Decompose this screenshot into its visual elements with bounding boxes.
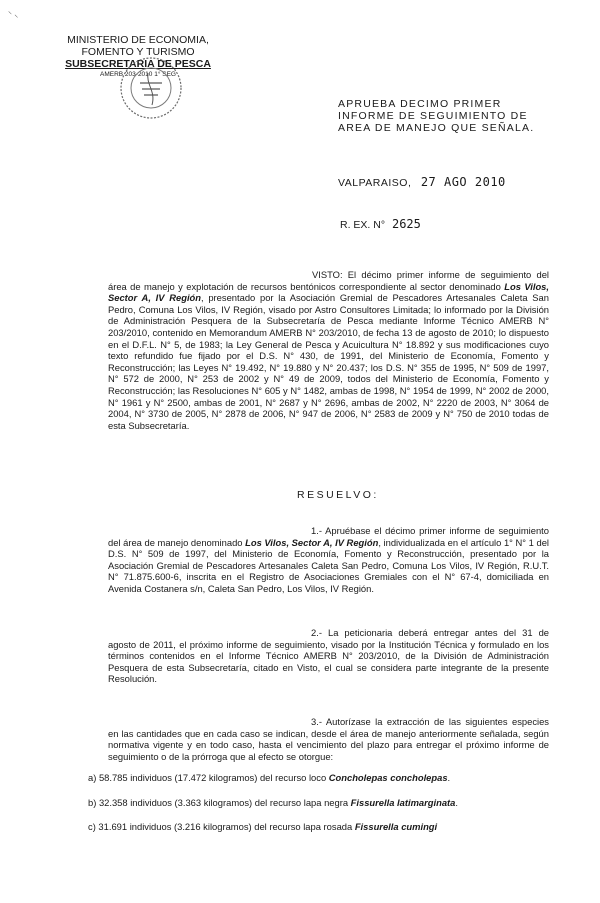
- visto-paragraph: VISTO: El décimo primer informe de seguimiento del área de manejo y explotación de recursos bentónicos correspondiente al sector denominado Los Vilos, Sector A, IV Región, presentado por la Asociación Gremial de Pescadores Artesanales Caleta San Pedro, Comuna Los Vilos, IV Región, visado por Astro Consultores Limitada; lo informado por la División de Administración Pesquera de la Subsecretaría de Pesca mediante Informe Técnico AMERB N° 203/2010, contenido en Memorandum AMERB N° 203/2010, de fecha 13 de agosto de 2010; lo dispuesto en el D.F.L. N° 5, de 1983; la Ley General de Pesca y Acuicultura N° 18.892 y sus modificaciones cuyo texto refundido fue fijado por el D.S. N° 430, de 1991, del Ministerio de Economía, Fomento y Reconstrucción; las Leyes N° 19.492, N° 19.880 y N° 20.437; los D.S. N° 355 de 1995, N° 509 de 1997, N° 572 de 2000, N° 253 de 2002 y N° 49 de 2009, todos del Ministerio de Economía, Fomento y Reconstrucción; las Resoluciones N° 605 y N° 1482, ambas de 1998, N° 1954 de 1999, N° 2002 de 2000, N° 1961 y N° 2500, ambas de 2001, N° 2687 y N° 2696, ambas de 2002, N° 2220 de 2003, N° 3064 de 2004, N° 3730 de 2005, N° 2878 de 2006, N° 947 de 2006, N° 2583 de 2009 y N° 750 de 2010 todas de esta Subsecretaría.: [108, 269, 549, 431]
- article-1: 1.- Apruébase el décimo primer informe de seguimiento del área de manejo denominado Los Vilos, Sector A, IV Región, individualizada en el artículo 1° N° 1 del D.S. N° 509 de 1997, del Ministerio de Economía, Fomento y Reconstrucción, presentado por la Asociación Gremial de Pescadores Artesanales Caleta San Pedro, Comuna Los Vilos, IV Región, R.U.T. N° 71.875.600-6, inscrita en el Registro de Asociaciones Gremiales con el N° 67-4, domiciliada en Avenida Costanera s/n, Caleta San Pedro, Los Vilos, IV Región.: [108, 525, 549, 594]
- species-c: Fissurella cumingi: [354, 821, 438, 832]
- visto-lead: VISTO:: [312, 269, 343, 280]
- resolution-label: R. EX. N°: [340, 219, 386, 231]
- article-2: 2.- La peticionaria deberá entregar antes del 31 de agosto de 2011, el próximo informe de seguimiento, visado por la Institución Técnica y formulado en los términos contenidos en el Informe Técnico AMERB N° 203/2010, de la División de Administración Pesquera de esta Subsecretaría, citado en Visto, el cual se considera parte integrante de la presente Resolución.: [108, 627, 549, 685]
- header-portfolio: FOMENTO Y TURISMO: [81, 46, 195, 58]
- list-item-c: c) 31.691 individuos (3.216 kilogramos) del recurso lapa rosada Fissurella cumingi: [88, 821, 438, 832]
- header-ministry: MINISTERIO DE ECONOMIA,: [67, 34, 209, 46]
- article-1-sector: Los Vilos, Sector A, IV Región: [245, 536, 379, 548]
- official-seal-stamp: [118, 55, 184, 121]
- resolution-number: 2625: [391, 217, 421, 231]
- date-stamp: 27 AGO 2010: [420, 175, 506, 189]
- species-b: Fissurella latimarginata: [350, 797, 456, 808]
- article-3: 3.- Autorízase la extracción de las siguientes especies en las cantidades que en cada caso se indican, desde el área de manejo anteriormente señalada, según normativa vigente y en todo caso, hasta el vencimiento del plazo para entregar el próximo informe de seguimiento o de la prórroga que al efecto se otorgue:: [108, 716, 549, 762]
- list-item-a: a) 58.785 individuos (17.472 kilogramos) del recurso loco Concholepas concholepas.: [88, 772, 451, 783]
- header-reference: AMERB 203-2010 1° SEG: [100, 71, 176, 78]
- visto-sector: Los Vilos, Sector A, IV Región: [108, 280, 549, 304]
- date-place: VALPARAISO,: [338, 177, 412, 189]
- date-line: [338, 175, 506, 189]
- resuelvo-heading: RESUELVO:: [297, 489, 379, 501]
- header-undersecretariat: SUBSECRETARIA DE PESCA: [65, 58, 211, 70]
- document-title: APRUEBA DECIMO PRIMER INFORME DE SEGUIMIENTO DE AREA DE MANEJO QUE SEÑALA.: [338, 98, 535, 134]
- scan-mark: ⸌ ⸜: [8, 10, 19, 19]
- species-a: Concholepas concholepas: [328, 772, 448, 783]
- resolution-number-line: [340, 217, 421, 231]
- list-item-b: b) 32.358 individuos (3.363 kilogramos) del recurso lapa negra Fissurella latimarginata.: [88, 797, 458, 808]
